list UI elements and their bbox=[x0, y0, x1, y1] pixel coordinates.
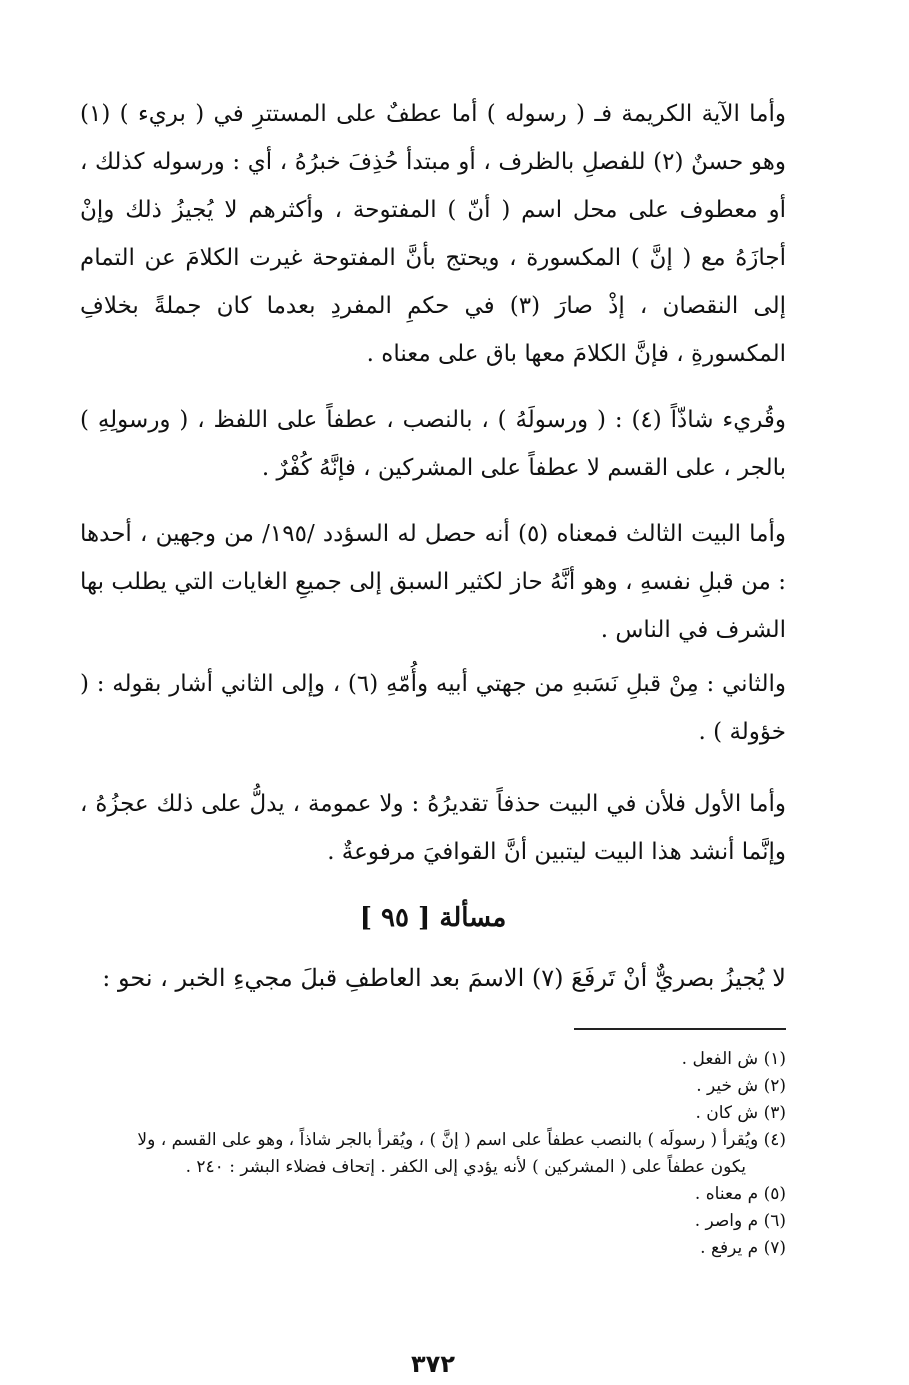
footnote-1: (١) ش الفعل . bbox=[681, 1049, 786, 1069]
footnote-7: (٧) م يرفع . bbox=[700, 1238, 786, 1258]
main-text bbox=[80, 90, 786, 876]
footnote-4: (٤) ويُقرأ ( رسولَه ) بالنصب عطفاً على اسم ( إنَّ ) ، ويُقرأ بالجر شاذاً ، وهو على القسم ، ولا bbox=[137, 1130, 786, 1150]
paragraph-5: وأما الأول فلأن في البيت حذفاً تقديرُهُ : ولا عمومة ، يدلُّ على ذلك عجزُهُ ، وإنَّما أنشد هذا البيت ليتبين أنَّ القوافيَ مرفوعةٌ . bbox=[80, 791, 786, 865]
footnote-2: (٢) ش خير . bbox=[696, 1076, 786, 1096]
section-first-line: لا يُجيزُ بصريٌّ أنْ تَرفَعَ (٧) الاسمَ بعد العاطفِ قبلَ مجيءِ الخبر ، نحو : bbox=[102, 964, 786, 992]
paragraph-3: وأما البيت الثالث فمعناه (٥) أنه حصل له السؤدد /١٩٥/ من وجهين ، أحدها : من قبلِ نفسهِ ، وهو أنَّهُ حاز لكثير السبق إلى جميعِ الغايات التي يطلب بها الشرف في الناس . bbox=[80, 521, 787, 643]
paragraph-2: وقُريء شاذّاً (٤) : ( ورسولَهُ ) ، بالنصب ، عطفاً على اللفظ ، ( ورسولِهِ ) بالجر ، على القسم لا عطفاً على المشركين ، فإنَّهُ كُفْرٌ . bbox=[80, 407, 786, 481]
footnote-4-continued: يكون عطفاً على ( المشركين ) لأنه يؤدي إلى الكفر . إتحاف فضلاء البشر : ٢٤٠ . bbox=[185, 1157, 746, 1177]
footnote-3: (٣) ش كان . bbox=[695, 1103, 786, 1123]
footnotes bbox=[80, 1046, 786, 1262]
footnote-5: (٥) م معناه . bbox=[694, 1184, 786, 1204]
footnote-6: (٦) م واصر . bbox=[694, 1211, 786, 1231]
footnote-divider bbox=[574, 1028, 786, 1030]
book-page bbox=[80, 90, 787, 1378]
paragraph-4: والثاني : مِنْ قبلِ نَسَبهِ من جهتي أبيه وأُمّهِ (٦) ، وإلى الثاني أشار بقوله : ( خؤولة ) . bbox=[80, 671, 786, 745]
page-number: ٣٧٢ bbox=[411, 1350, 455, 1378]
paragraph-1: وأما الآية الكريمة فـ ( رسوله ) أما عطفٌ على المستترِ في ( بريء ) (١) وهو حسنٌ (٢) للفصلِ بالظرف ، أو مبتدأ حُذِفَ خبرُهُ ، أي : ورسوله كذلك ، أو معطوف على محل اسم ( أنّ ) المفتوحة ، وأكثرهم لا يُجيزُ ذلك وإنْ أجازَهُ مع ( إنَّ ) المكسورة ، ويحتج بأنَّ المفتوحة غيرت الكلامَ عن التمام إلى النقصان ، إذْ صارَ (٣) في حكمِ المفردِ بعدما كان جملةً بخلافِ المكسورةِ ، فإنَّ الكلامَ معها باق على معناه . bbox=[80, 101, 786, 367]
section-heading: مسألة [ ٩٥ ] bbox=[359, 903, 507, 933]
